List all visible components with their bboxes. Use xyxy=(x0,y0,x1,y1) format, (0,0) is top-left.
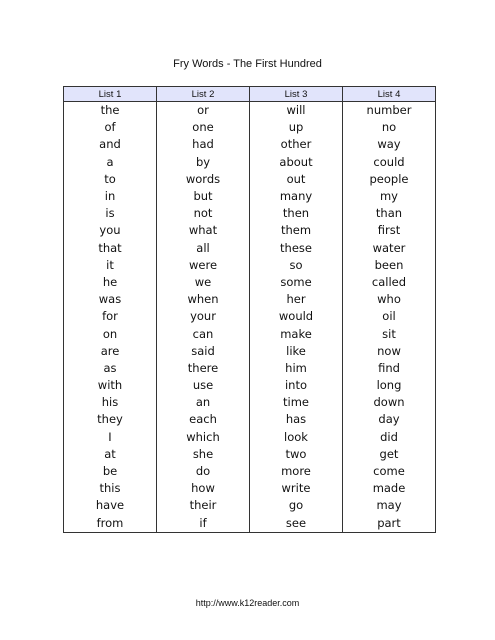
word-cell: been xyxy=(343,257,436,274)
column-header: List 4 xyxy=(343,87,436,102)
word-cell: would xyxy=(250,308,343,325)
word-cell: more xyxy=(250,463,343,480)
word-cell: made xyxy=(343,480,436,497)
footer-url: http://www.k12reader.com xyxy=(195,598,300,608)
word-cell: other xyxy=(250,136,343,153)
word-cell: his xyxy=(64,394,157,411)
table-row xyxy=(64,308,436,325)
table-header-row xyxy=(64,87,436,102)
column-header: List 3 xyxy=(250,87,343,102)
word-cell: way xyxy=(343,136,436,153)
word-cell: now xyxy=(343,343,436,360)
word-cell: you xyxy=(64,222,157,239)
table-row xyxy=(64,102,436,120)
word-cell: but xyxy=(157,188,250,205)
word-cell: said xyxy=(157,343,250,360)
word-cell: them xyxy=(250,222,343,239)
word-cell: get xyxy=(343,446,436,463)
word-cell: up xyxy=(250,119,343,136)
word-cell: which xyxy=(157,429,250,446)
word-cell: water xyxy=(343,240,436,257)
word-cell: find xyxy=(343,360,436,377)
word-cell: a xyxy=(64,154,157,171)
word-cell: could xyxy=(343,154,436,171)
word-cell: called xyxy=(343,274,436,291)
word-cell: no xyxy=(343,119,436,136)
word-cell: each xyxy=(157,411,250,428)
word-cell: did xyxy=(343,429,436,446)
table-row xyxy=(64,205,436,222)
word-cell: make xyxy=(250,325,343,342)
word-cell: how xyxy=(157,480,250,497)
word-cell: are xyxy=(64,343,157,360)
word-cell: that xyxy=(64,240,157,257)
word-cell: they xyxy=(64,411,157,428)
word-cell: two xyxy=(250,446,343,463)
word-cell: by xyxy=(157,154,250,171)
table-row xyxy=(64,497,436,514)
word-cell: it xyxy=(64,257,157,274)
table-row xyxy=(64,463,436,480)
table-row xyxy=(64,222,436,239)
word-cell: were xyxy=(157,257,250,274)
word-cell: day xyxy=(343,411,436,428)
word-cell: we xyxy=(157,274,250,291)
table-row xyxy=(64,360,436,377)
table-row xyxy=(64,325,436,342)
word-cell: down xyxy=(343,394,436,411)
word-cell: what xyxy=(157,222,250,239)
table-row xyxy=(64,515,436,533)
word-cell: her xyxy=(250,291,343,308)
word-cell: will xyxy=(250,102,343,120)
word-cell: than xyxy=(343,205,436,222)
word-cell: their xyxy=(157,497,250,514)
fry-words-table xyxy=(63,86,436,533)
word-cell: words xyxy=(157,171,250,188)
word-cell: part xyxy=(343,515,436,533)
word-cell: use xyxy=(157,377,250,394)
word-cell: out xyxy=(250,171,343,188)
word-cell: then xyxy=(250,205,343,222)
word-cell: there xyxy=(157,360,250,377)
word-cell: so xyxy=(250,257,343,274)
word-cell: time xyxy=(250,394,343,411)
table-row xyxy=(64,394,436,411)
word-cell: is xyxy=(64,205,157,222)
word-cell: not xyxy=(157,205,250,222)
word-cell: people xyxy=(343,171,436,188)
word-cell: was xyxy=(64,291,157,308)
word-cell: number xyxy=(343,102,436,120)
word-cell: about xyxy=(250,154,343,171)
word-cell: may xyxy=(343,497,436,514)
table-row xyxy=(64,291,436,308)
word-cell: she xyxy=(157,446,250,463)
word-cell: all xyxy=(157,240,250,257)
word-cell: write xyxy=(250,480,343,497)
table-row xyxy=(64,343,436,360)
column-header: List 2 xyxy=(157,87,250,102)
word-cell: long xyxy=(343,377,436,394)
word-cell: had xyxy=(157,136,250,153)
table-row xyxy=(64,171,436,188)
page-title: Fry Words - The First Hundred xyxy=(173,58,322,70)
word-cell: one xyxy=(157,119,250,136)
table-row xyxy=(64,446,436,463)
word-cell: like xyxy=(250,343,343,360)
word-cell: on xyxy=(64,325,157,342)
word-cell: and xyxy=(64,136,157,153)
table-row xyxy=(64,257,436,274)
word-cell: come xyxy=(343,463,436,480)
word-cell: from xyxy=(64,515,157,533)
word-cell: oil xyxy=(343,308,436,325)
word-cell: many xyxy=(250,188,343,205)
table-row xyxy=(64,154,436,171)
word-cell: when xyxy=(157,291,250,308)
word-cell: as xyxy=(64,360,157,377)
word-cell: the xyxy=(64,102,157,120)
table-row xyxy=(64,119,436,136)
word-cell: him xyxy=(250,360,343,377)
table-row xyxy=(64,411,436,428)
word-cell: of xyxy=(64,119,157,136)
word-cell: some xyxy=(250,274,343,291)
table-row xyxy=(64,274,436,291)
table-row xyxy=(64,377,436,394)
word-cell: look xyxy=(250,429,343,446)
word-cell: do xyxy=(157,463,250,480)
word-cell: I xyxy=(64,429,157,446)
word-cell: into xyxy=(250,377,343,394)
word-cell: my xyxy=(343,188,436,205)
table-row xyxy=(64,240,436,257)
word-cell: sit xyxy=(343,325,436,342)
word-cell: who xyxy=(343,291,436,308)
word-cell: for xyxy=(64,308,157,325)
word-cell: be xyxy=(64,463,157,480)
word-cell: see xyxy=(250,515,343,533)
word-cell: have xyxy=(64,497,157,514)
word-cell: at xyxy=(64,446,157,463)
word-cell: an xyxy=(157,394,250,411)
table-row xyxy=(64,429,436,446)
word-cell: this xyxy=(64,480,157,497)
word-cell: has xyxy=(250,411,343,428)
word-cell: go xyxy=(250,497,343,514)
table-body xyxy=(64,102,436,533)
word-cell: with xyxy=(64,377,157,394)
word-cell: these xyxy=(250,240,343,257)
column-header: List 1 xyxy=(64,87,157,102)
word-cell: can xyxy=(157,325,250,342)
word-cell: first xyxy=(343,222,436,239)
table-row xyxy=(64,480,436,497)
word-cell: or xyxy=(157,102,250,120)
word-cell: in xyxy=(64,188,157,205)
table-row xyxy=(64,136,436,153)
word-cell: your xyxy=(157,308,250,325)
word-cell: to xyxy=(64,171,157,188)
word-cell: he xyxy=(64,274,157,291)
word-cell: if xyxy=(157,515,250,533)
table-row xyxy=(64,188,436,205)
